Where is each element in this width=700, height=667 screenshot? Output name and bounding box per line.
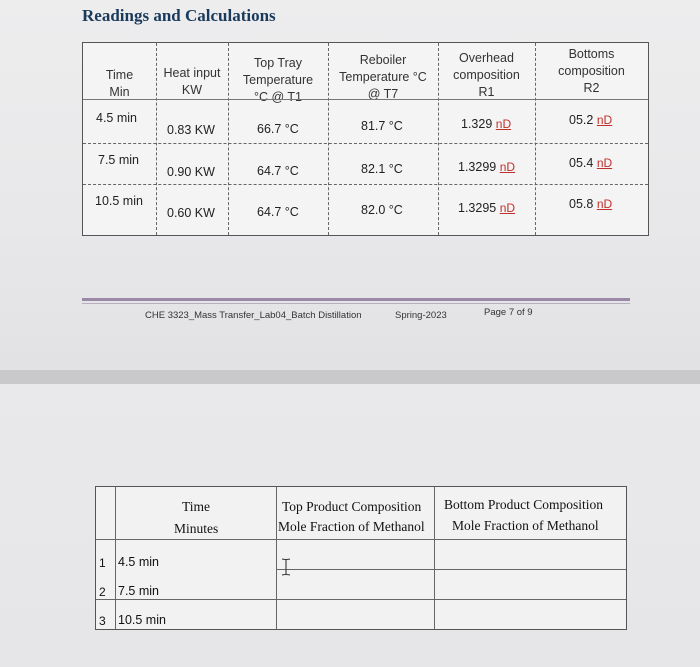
cell-heat: 0.83 KW xyxy=(167,123,215,137)
row-time: 7.5 min xyxy=(118,584,159,598)
results-table xyxy=(95,486,627,630)
header-line: Reboiler xyxy=(359,53,407,67)
readings-table xyxy=(82,42,649,236)
unit-label: nD xyxy=(596,197,613,211)
header-line: composition xyxy=(558,64,625,78)
row-number: 1 xyxy=(99,556,106,570)
footer-page-number: Page 7 of 9 xyxy=(484,307,533,318)
section-heading: Readings and Calculations xyxy=(82,6,276,25)
header-top-product: Top Product Composition xyxy=(282,499,422,514)
cell-overhead xyxy=(458,201,515,215)
header-line: Bottoms xyxy=(568,47,615,61)
cell-bottoms xyxy=(569,197,612,211)
header-line: Temperature °C xyxy=(339,70,427,84)
unit-label: nD xyxy=(499,201,516,215)
row-number: 2 xyxy=(99,585,106,599)
cell-reboiler-temp: 82.0 °C xyxy=(361,203,403,217)
header-line: Temperature xyxy=(242,73,314,87)
unit-label: nD xyxy=(596,156,613,170)
header-time xyxy=(83,67,156,101)
header-heat xyxy=(156,65,228,99)
header-line: Min xyxy=(109,85,130,99)
row-time: 4.5 min xyxy=(118,555,159,569)
row-divider xyxy=(276,569,626,570)
footer-course: CHE 3323_Mass Transfer_Lab04_Batch Distillation xyxy=(145,310,362,321)
header-divider xyxy=(83,99,648,100)
column-divider xyxy=(434,487,435,629)
header-line: @ T7 xyxy=(367,87,399,101)
header-time: Time xyxy=(182,499,211,514)
cell-bottoms xyxy=(569,113,612,127)
unit-label: nD xyxy=(499,160,516,174)
header-bottoms xyxy=(535,46,648,97)
table-row xyxy=(83,101,648,143)
header-reboiler xyxy=(328,52,438,103)
table-row xyxy=(83,186,648,228)
cell-top-temp: 64.7 °C xyxy=(257,164,299,178)
cell-overhead xyxy=(461,117,511,131)
row-number: 3 xyxy=(99,614,106,628)
header-line: KW xyxy=(181,83,203,97)
table-row xyxy=(83,145,648,187)
header-line: °C @ T1 xyxy=(253,90,303,104)
overhead-value: 1.3299 xyxy=(458,160,497,174)
header-overhead xyxy=(438,50,535,101)
page-gap xyxy=(0,370,700,384)
header-bottom-product: Bottom Product Composition xyxy=(444,497,604,512)
text-cursor-icon xyxy=(281,558,291,576)
header-line: Time xyxy=(105,68,134,82)
row-divider xyxy=(96,599,626,600)
cell-top-temp: 64.7 °C xyxy=(257,205,299,219)
overhead-value: 1.329 xyxy=(461,117,493,131)
cell-top-temp: 66.7 °C xyxy=(257,122,299,136)
header-line: Overhead xyxy=(459,51,514,65)
header-line: Top Tray xyxy=(254,56,302,70)
cell-time: 4.5 min xyxy=(96,111,137,125)
bottoms-value: 05.8 xyxy=(569,197,594,211)
footer-rule xyxy=(82,298,630,301)
header-line: R2 xyxy=(583,81,600,95)
cell-overhead xyxy=(458,160,515,174)
row-divider xyxy=(83,143,648,144)
cell-bottoms xyxy=(569,156,612,170)
readings-header xyxy=(83,43,648,105)
header-bottom-mole-fraction: Mole Fraction of Methanol xyxy=(452,518,599,533)
bottoms-value: 05.2 xyxy=(569,113,594,127)
header-line: composition xyxy=(453,68,520,82)
overhead-value: 1.3295 xyxy=(458,201,497,215)
cell-reboiler-temp: 81.7 °C xyxy=(361,119,403,133)
cell-time: 10.5 min xyxy=(95,194,143,208)
cell-time: 7.5 min xyxy=(98,153,139,167)
header-top-mole-fraction: Mole Fraction of Methanol xyxy=(278,519,425,534)
unit-label: nD xyxy=(596,113,613,127)
column-divider xyxy=(276,487,277,629)
unit-label: nD xyxy=(495,117,512,131)
bottoms-value: 05.4 xyxy=(569,156,594,170)
footer-term: Spring-2023 xyxy=(395,310,447,321)
cell-heat: 0.60 KW xyxy=(167,206,215,220)
cell-heat: 0.90 KW xyxy=(167,165,215,179)
header-divider xyxy=(96,539,626,540)
header-time-unit: Minutes xyxy=(174,521,219,536)
row-time: 10.5 min xyxy=(118,613,166,627)
column-divider xyxy=(115,539,116,629)
cell-reboiler-temp: 82.1 °C xyxy=(361,162,403,176)
header-line: Heat input xyxy=(163,66,221,80)
header-line: R1 xyxy=(478,85,495,99)
footer-rule xyxy=(82,303,630,304)
column-divider xyxy=(115,487,116,539)
